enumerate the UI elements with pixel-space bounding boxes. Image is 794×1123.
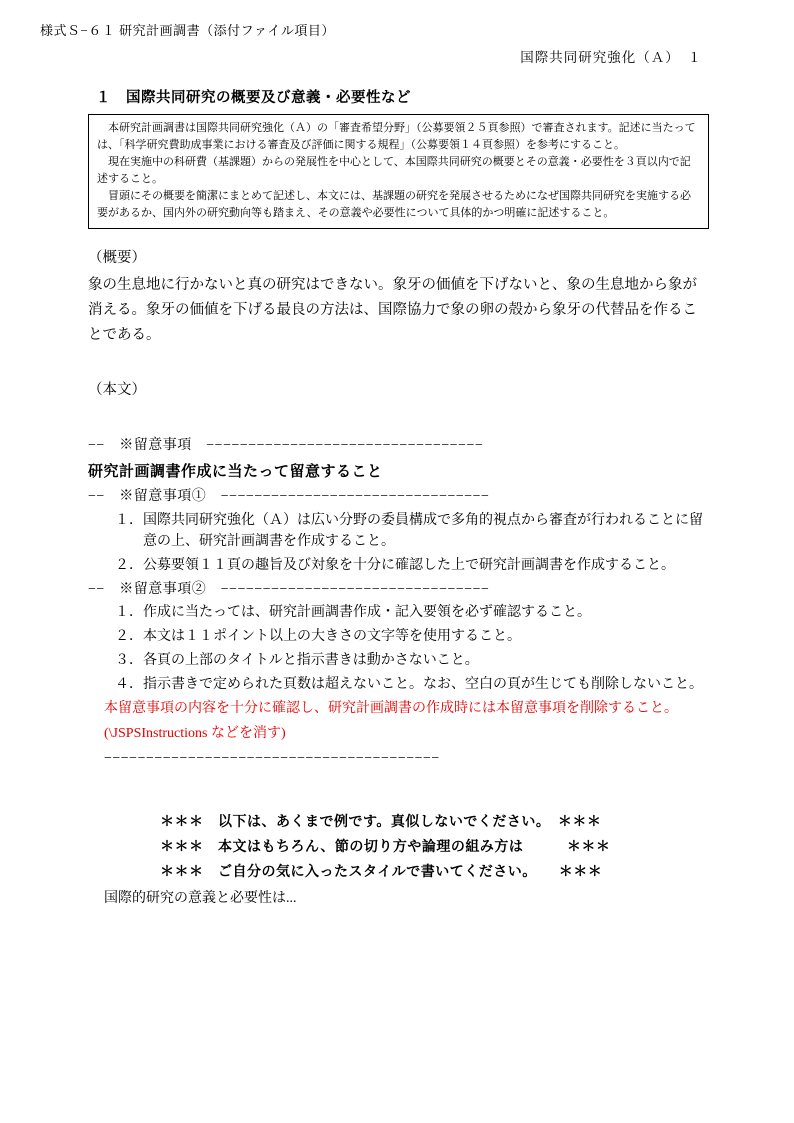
- red-warning-note: 本留意事項の内容を十分に確認し、研究計画調書の作成時には本留意事項を削除すること。: [104, 701, 678, 717]
- instructions-divider-2: −− ※留意事項② −−−−−−−−−−−−−−−−−−−−−−−−−−−−−−−−: [88, 581, 490, 597]
- notice-paragraph-1: 本研究計画調書は国際共同研究強化（Ａ）の「審査希望分野」（公募要領２５頁参照）で審査されます。記述に当たっては、「科学研究費助成事業における審査及び評価に関する規程」（公募要領１４頁参照）を参考にすること。: [97, 122, 696, 152]
- example-note-line: ＊＊＊ 以下は、あくまで例です。真似しないでください。 ＊＊＊: [160, 813, 602, 830]
- example-note-line: ＊＊＊ ご自分の気に入ったスタイルで書いてください。 ＊＊＊: [160, 863, 603, 880]
- instructions-title: 研究計画調書作成に当たって留意すること: [88, 462, 383, 480]
- document-content: [88, 86, 709, 907]
- instruction-item: １．作成に当たっては、研究計画調書作成・記入要領を必ず確認すること。: [115, 605, 591, 621]
- instructions-block: [88, 435, 709, 769]
- notice-paragraph-2: 現在実施中の科研費（基課題）からの発展性を中心として、本国際共同研究の概要とその意義・必要性を３頁以内で記述すること。: [97, 156, 691, 186]
- red-delete-note: (\JSPSInstructions などを消す): [104, 725, 286, 741]
- instructions-divider-bottom: −−−−−−−−−−−−−−−−−−−−−−−−−−−−−−−−−−−−−−−−: [104, 750, 440, 766]
- section-title: １ 国際共同研究の概要及び意義・必要性など: [96, 90, 411, 106]
- instructions-divider-1: −− ※留意事項① −−−−−−−−−−−−−−−−−−−−−−−−−−−−−−−−: [88, 489, 490, 505]
- page-header-right: 国際共同研究強化（Ａ） １: [520, 50, 702, 65]
- instruction-item: ２．公募要領１１頁の趣旨及び対象を十分に確認した上で研究計画調書を作成すること。: [115, 558, 675, 574]
- example-note-line: ＊＊＊ 本文はもちろん、節の切り方や論理の組み方は ＊＊＊: [160, 838, 611, 855]
- instructions-list-2: [115, 602, 709, 695]
- example-block: [88, 811, 709, 907]
- overview-body: 象の生息地に行かないと真の研究はできない。象牙の価値を下げないと、象の生息地から象が消える。象牙の価値を下げる最良の方法は、国際協力で象の卵の殻から象牙の代替品を作ることである。: [88, 277, 697, 344]
- notice-box: [88, 114, 709, 229]
- instruction-item: ４．指示書きで定められた頁数は超えないこと。なお、空白の頁が生じても削除しないこと。: [115, 676, 703, 692]
- instruction-item: ３．各頁の上部のタイトルと指示書きは動かさないこと。: [115, 652, 479, 668]
- instruction-item: ２．本文は１１ポイント以上の大きさの文字等を使用すること。: [115, 629, 521, 645]
- example-closing-text: 国際的研究の意義と必要性は...: [104, 891, 297, 907]
- instruction-item: １．国際共同研究強化（Ａ）は広い分野の委員構成で多角的視点から審査が行われることに留意の上、研究計画調書を作成すること。: [115, 512, 703, 550]
- main-text-label: （本文）: [88, 382, 146, 399]
- instructions-list-1: [115, 510, 709, 577]
- form-code-header: 様式Ｓ−６１ 研究計画調書（添付ファイル項目）: [40, 23, 335, 38]
- instructions-divider-top: −− ※留意事項 −−−−−−−−−−−−−−−−−−−−−−−−−−−−−−−−−: [88, 438, 484, 454]
- notice-paragraph-3: 冒頭にその概要を簡潔にまとめて記述し、本文には、基課題の研究を発展させるためになぜ国際共同研究を実施する必要があるか、国内外の研究動向等も踏まえ、その意義や必要性について具体的かつ明確に記述すること。: [97, 190, 691, 220]
- overview-label: （概要）: [88, 250, 146, 267]
